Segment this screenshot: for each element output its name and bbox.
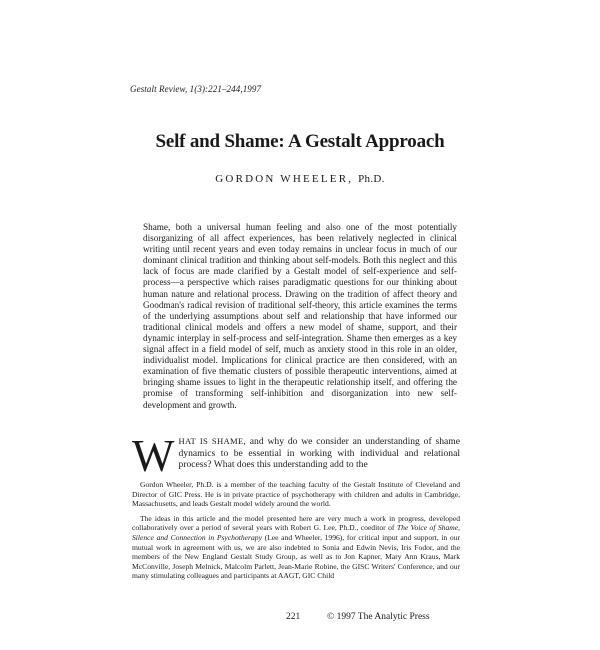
abstract: Shame, both a universal human feeling and also one of the most potentially disorganizing of all affect experiences, has been relatively neglected in clinical writing until recent years and even today remains in unclear focus in much of our dominant clinical tradition and thinking about self-models. Both this neglect and this lack of focus are made clarified by a Gestalt model of self-experience and self-process—a perspective which raises paradigmatic questions for our thinking about human nature and relational process. Drawing on the tradition of affect theory and Goodman's radical revision of traditional self-theory, this article examines the terms of the underlying assumptions about self and relationship that have informed our traditional clinical models and offers a new model of shame, support, and their dynamic interplay in self-process and self-integration. Shame then emerges as a key signal affect in a field model of self, much as anxiety stood in this role in an older, individualist model. Implications for clinical practice are then considered, with an examination of five thematic clusters of possible therapeutic interventions, aimed at bringing shame issues to light in the therapeutic relationship itself, and offering the promise of transforming self-inhibition and disorganization into new self-development and growth. — [143, 222, 457, 410]
journal-citation: Gestalt Review, 1(3):221–244,1997 — [130, 84, 262, 94]
drop-cap: W — [132, 431, 175, 481]
footnotes — [132, 480, 460, 586]
ack-book-title: The Voice of Shame, Silence and Connection in Psychotherapy — [132, 523, 461, 542]
opening-paragraph — [132, 431, 460, 481]
author-degree: Ph.D. — [358, 173, 385, 185]
author-line — [0, 173, 600, 185]
footnote-acknowledgments — [132, 514, 460, 581]
lead-smallcaps: HAT IS SHAME, — [178, 436, 246, 446]
article-title: Self and Shame: A Gestalt Approach — [155, 131, 445, 152]
ack-text-2: (Lee and Wheeler, 1996), for critical input and support, in our mutual work in agreement with us, we are also indebted to Sonia and Edwin Nevis, Iris Fodor, and the members of the New England Gestalt Study Group, as well as to Jon Kapner, Mary Ann Kraus, Mark McConville, Joseph Melnick, Malcolm Parlett, Jean-Marie Robine, the GISC Writers' Conference, and our many stimulating colleagues and participants at AAGT, GIC Child — [132, 532, 460, 581]
opening-text: and why do we consider an understanding of shame dynamics to be essential in working with individual and relational process? What does this understanding add to the — [178, 436, 460, 471]
author-name: GORDON WHEELER, — [215, 173, 354, 185]
ack-text-1: The ideas in this article and the model presented here are very much a work in progress, developed collaboratively over a period of several years with Robert G. Lee, Ph.D., coeditor of — [132, 513, 460, 533]
copyright-notice: © 1997 The Analytic Press — [327, 612, 430, 622]
footnote-author-bio: Gordon Wheeler, Ph.D. is a member of the teaching faculty of the Gestalt Institute of Cleveland and Director of GIC Press. He is in private practice of psychotherapy with children and adults in Cambridge, Massachusetts, and leads Gestalt model widely around the world. — [132, 480, 460, 509]
page-number: 221 — [286, 612, 301, 622]
